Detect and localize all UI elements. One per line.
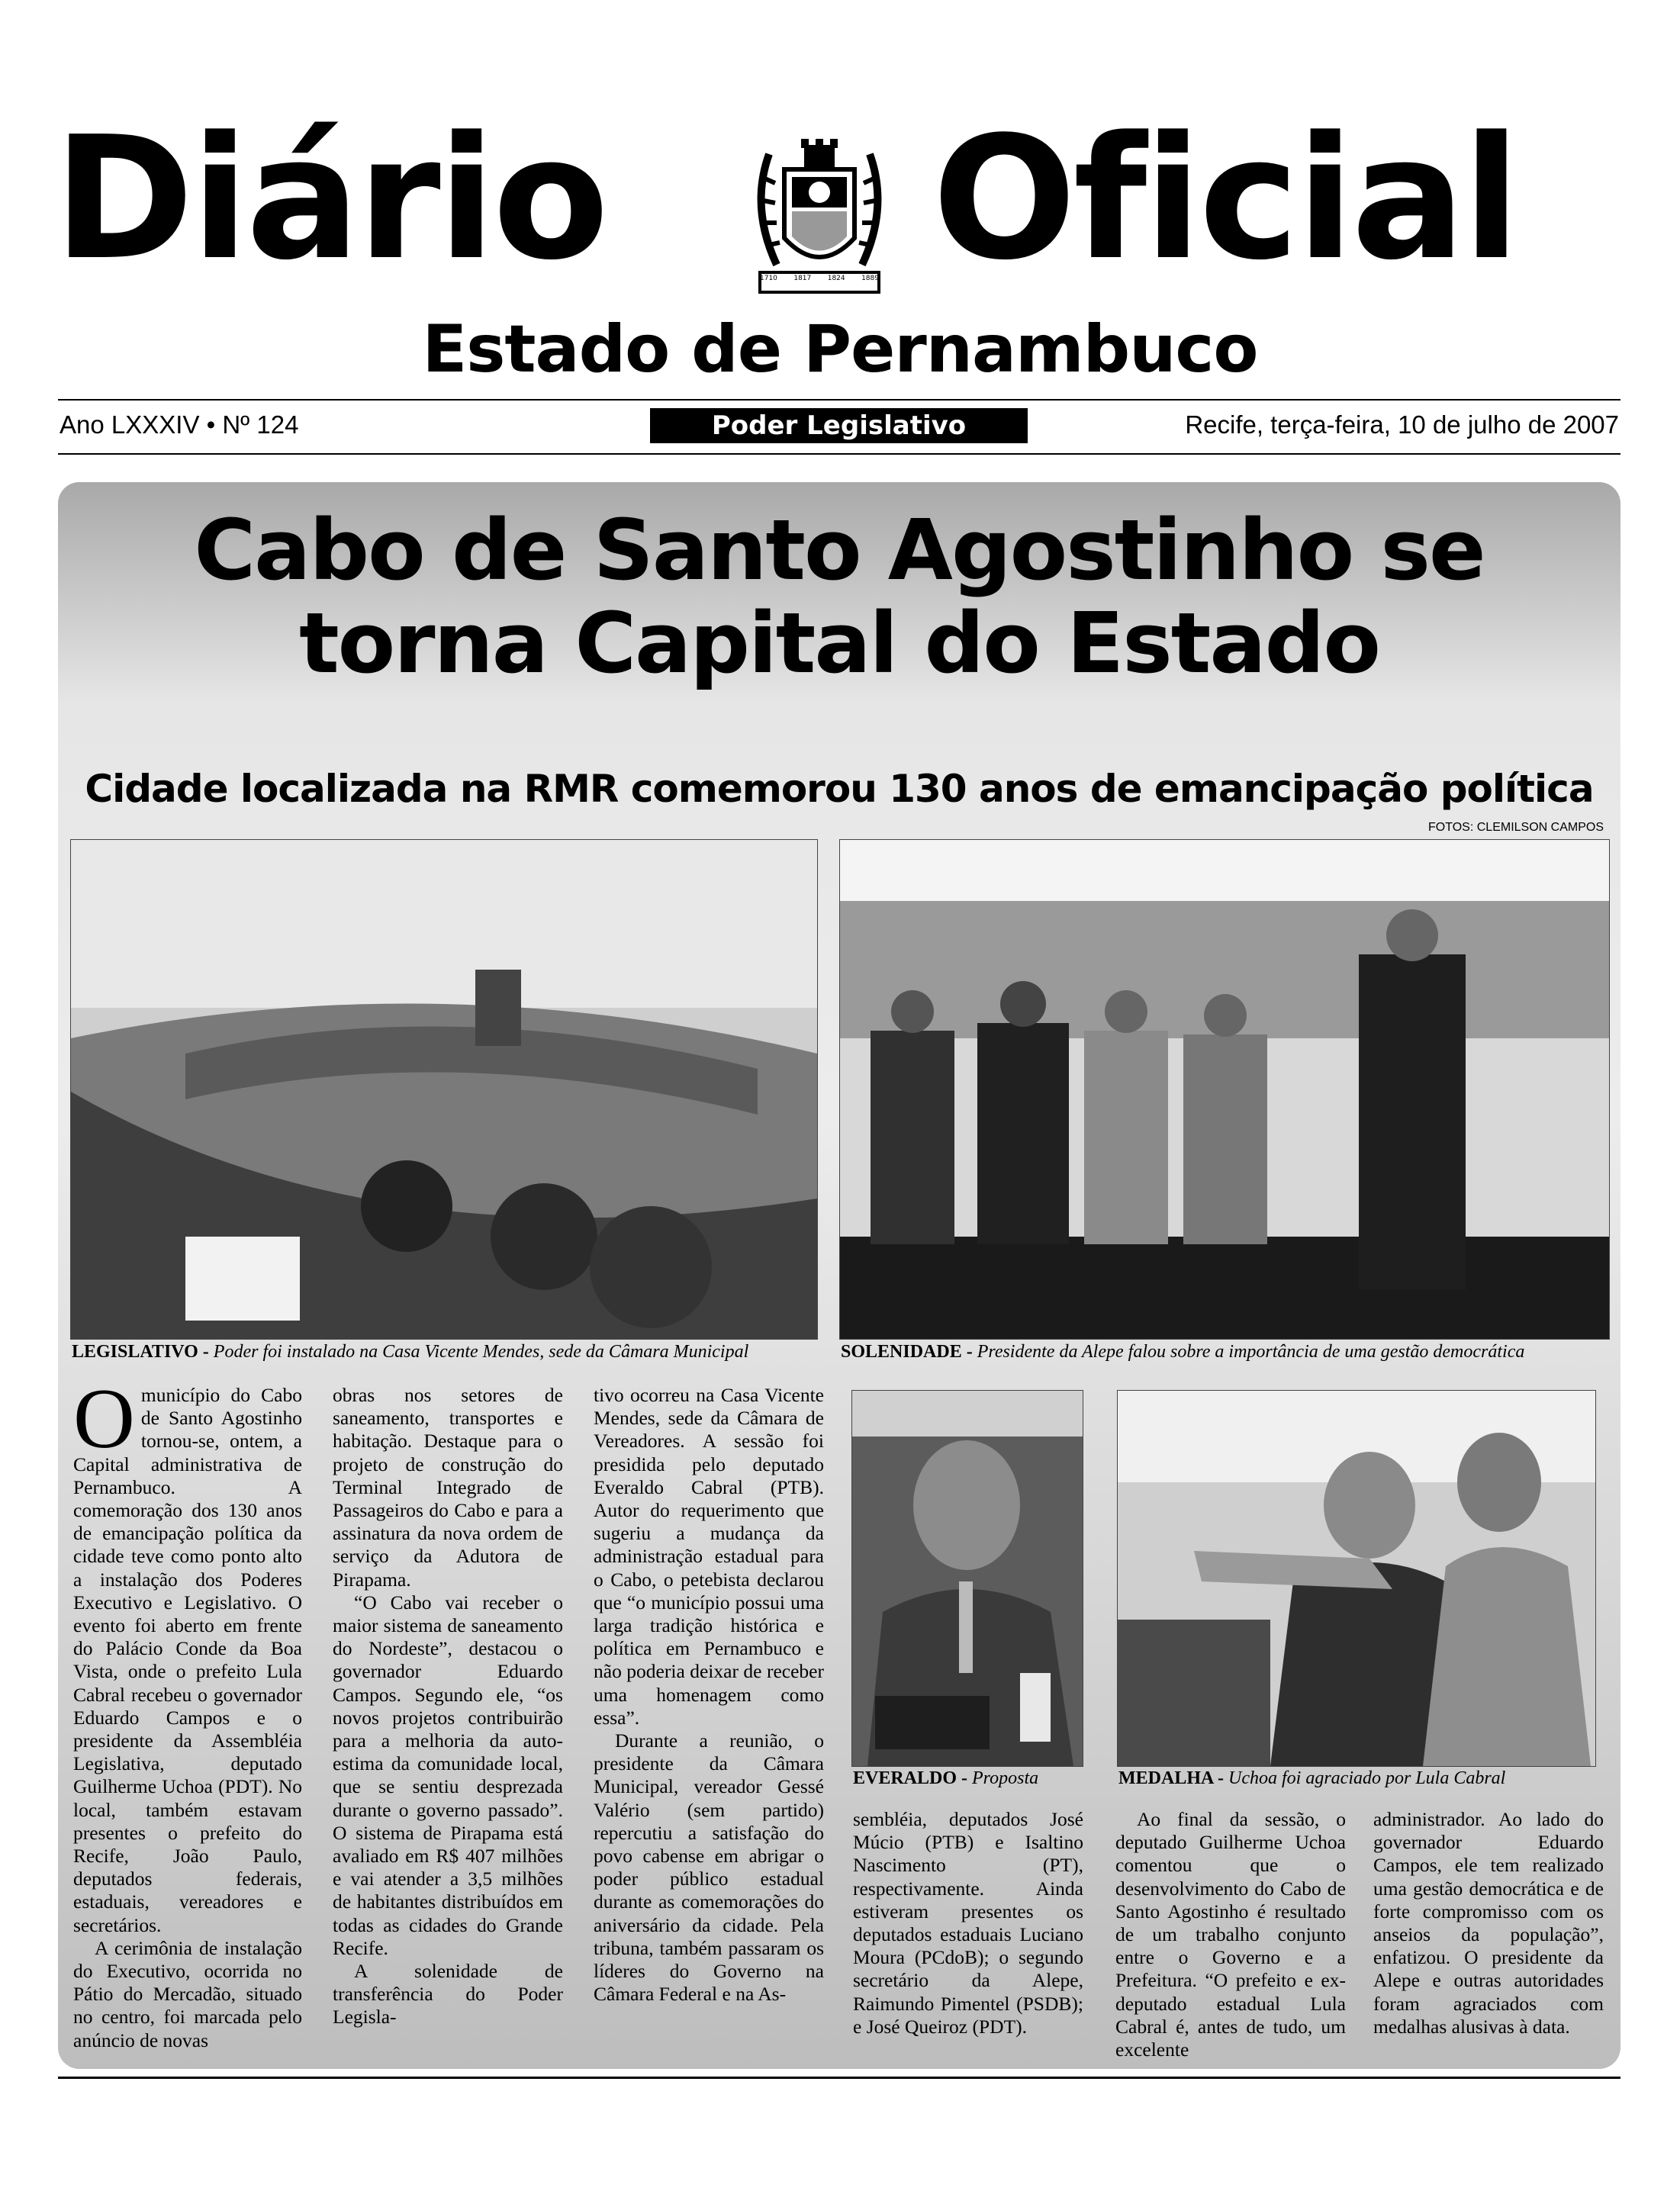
caption-label: EVERALDO -: [853, 1768, 968, 1788]
seal-year: 1824: [827, 275, 845, 282]
article-column-5: [1115, 1808, 1346, 2061]
photo-medal-ceremony: [1117, 1390, 1596, 1767]
caption-text: Proposta: [972, 1768, 1039, 1788]
caption-label: SOLENIDADE -: [841, 1342, 973, 1362]
headline: [58, 501, 1620, 692]
caption-everaldo: [853, 1768, 1038, 1789]
paragraph: administrador. Ao lado do governador Eduardo Campos, ele tem realizado uma gestão democrática e de forte compromisso com os anseios da população”, enfatizou. O presidente da Alepe e outras autoridades foram agraciados com medalhas alusivas à data.: [1373, 1808, 1604, 2038]
seal-year: 1710: [760, 275, 777, 282]
caption-label: LEGISLATIVO -: [72, 1342, 209, 1362]
caption-medalha: [1118, 1768, 1505, 1789]
section-label: Poder Legislativo: [650, 408, 1028, 443]
dropcap: O: [73, 1372, 135, 1466]
photo-everaldo: [851, 1390, 1083, 1767]
headline-line-1: Cabo de Santo Agostinho se: [194, 501, 1485, 599]
photo-ceremony-stage: [839, 839, 1610, 1340]
paragraph: sembléia, deputados José Múcio (PTB) e Isaltino Nascimento (PT), respectivamente. Ainda estiveram presentes os deputados estaduais Luciano Moura (PCdoB); o segundo secretário da Alepe, Raimundo Pimentel (PSDB); e José Queiroz (PDT).: [853, 1808, 1083, 2038]
article-column-6: [1373, 1808, 1604, 2038]
masthead-title-word2: Oficial: [932, 101, 1517, 298]
paragraph: A solenidade de transferência do Poder Legisla-: [333, 1960, 563, 2029]
page-bottom-rule: [58, 2077, 1620, 2079]
masthead-title-word1: Diário: [53, 101, 607, 298]
edition-number: Ano LXXXIV • Nº 124: [60, 410, 299, 439]
paragraph: obras nos setores de saneamento, transportes e habitação. Destaque para o projeto de construção do Terminal Integrado de Passageiros do Cabo e para a assinatura da nova ordem de serviço da Adutora de Pirapama.: [333, 1384, 563, 1591]
masthead-bottom-rule: [58, 453, 1620, 455]
photo-credit: FOTOS: CLEMILSON CAMPOS: [1428, 821, 1604, 834]
paragraph: Ao final da sessão, o deputado Guilherme Uchoa comentou que o desenvolvimento do Cabo de Santo Agostinho é resultado de um trabalho conjunto entre o Governo e a Prefeitura. “O prefeito e ex-deputado estadual Lula Cabral é, antes de tudo, um excelente: [1115, 1808, 1346, 2061]
paragraph: município do Cabo de Santo Agostinho tornou-se, ontem, a Capital administrativa de Pernambuco. A comemoração dos 130 anos de emancipação política da cidade teve como ponto alto a instalação dos Poderes Executivo e Legislativo. O evento foi aberto em frente do Palácio Conde da Boa Vista, onde o prefeito Lula Cabral recebeu o governador Eduardo Campos e o presidente da Assembléia Legislativa, deputado Guilherme Uchoa (PDT). No local, também estavam presentes o prefeito do Recife, João Paulo, deputados federais, estaduais, vereadores e secretários.: [73, 1384, 302, 1936]
seal-year: 1817: [793, 275, 812, 282]
caption-text: Poder foi instalado na Casa Vicente Mendes, sede da Câmara Municipal: [213, 1342, 749, 1362]
caption-label: MEDALHA -: [1118, 1768, 1224, 1788]
caption-legislativo: [72, 1342, 748, 1363]
masthead-subtitle: Estado de Pernambuco: [422, 311, 1258, 388]
paragraph: A cerimônia de instalação do Executivo, ocorrida no Pátio do Mercadão, situado no centro, foi marcada pelo anúncio de novas: [73, 1936, 302, 2051]
masthead-top-rule: [58, 399, 1620, 401]
paragraph: “O Cabo vai receber o maior sistema de saneamento do Nordeste”, destacou o governador Eduardo Campos. Segundo ele, “os novos projetos contribuirão para a melhoria da auto-estima da comunidade local, que se sentiu desprezada durante o governo passado”. O sistema de Pirapama está avaliado em R$ 407 milhões e vai atender a 3,5 milhões de habitantes distribuídos em todas as cidades do Grande Recife.: [333, 1591, 563, 1959]
paragraph: Durante a reunião, o presidente da Câmara Municipal, vereador Gessé Valério (sem partido) repercutiu a satisfação do povo cabense em abrigar o poder público estadual durante as comemorações do aniversário da cidade. Pela tribuna, também passaram os líderes do Governo na Câmara Federal e na As-: [594, 1729, 824, 2006]
publication-date: Recife, terça-feira, 10 de julho de 2007: [1185, 410, 1619, 439]
paragraph: tivo ocorreu na Casa Vicente Mendes, sede da Câmara de Vereadores. A sessão foi presidida pelo deputado Everaldo Cabral (PTB). Autor do requerimento que sugeriu a mudança da administração estadual para o Cabo, o petebista declarou que “o município possui uma larga tradição histórica e política em Pernambuco e não poderia deixar de receber uma homenagem como essa”.: [594, 1384, 824, 1729]
article-column-1: [73, 1372, 302, 2052]
article-column-4: [853, 1808, 1083, 2038]
headline-line-2: torna Capital do Estado: [299, 594, 1379, 692]
seal-year: 1889: [861, 275, 879, 282]
caption-text: Uchoa foi agraciado por Lula Cabral: [1228, 1768, 1506, 1788]
article-column-2: [333, 1384, 563, 2029]
subheadline: Cidade localizada na RMR comemorou 130 anos de emancipação política: [85, 767, 1594, 811]
caption-solenidade: [841, 1342, 1524, 1363]
seal-years: [760, 275, 879, 282]
photo-legislative-chamber: [70, 839, 818, 1340]
caption-text: Presidente da Alepe falou sobre a importância de uma gestão democrática: [977, 1342, 1525, 1362]
article-column-3: [594, 1384, 824, 2006]
